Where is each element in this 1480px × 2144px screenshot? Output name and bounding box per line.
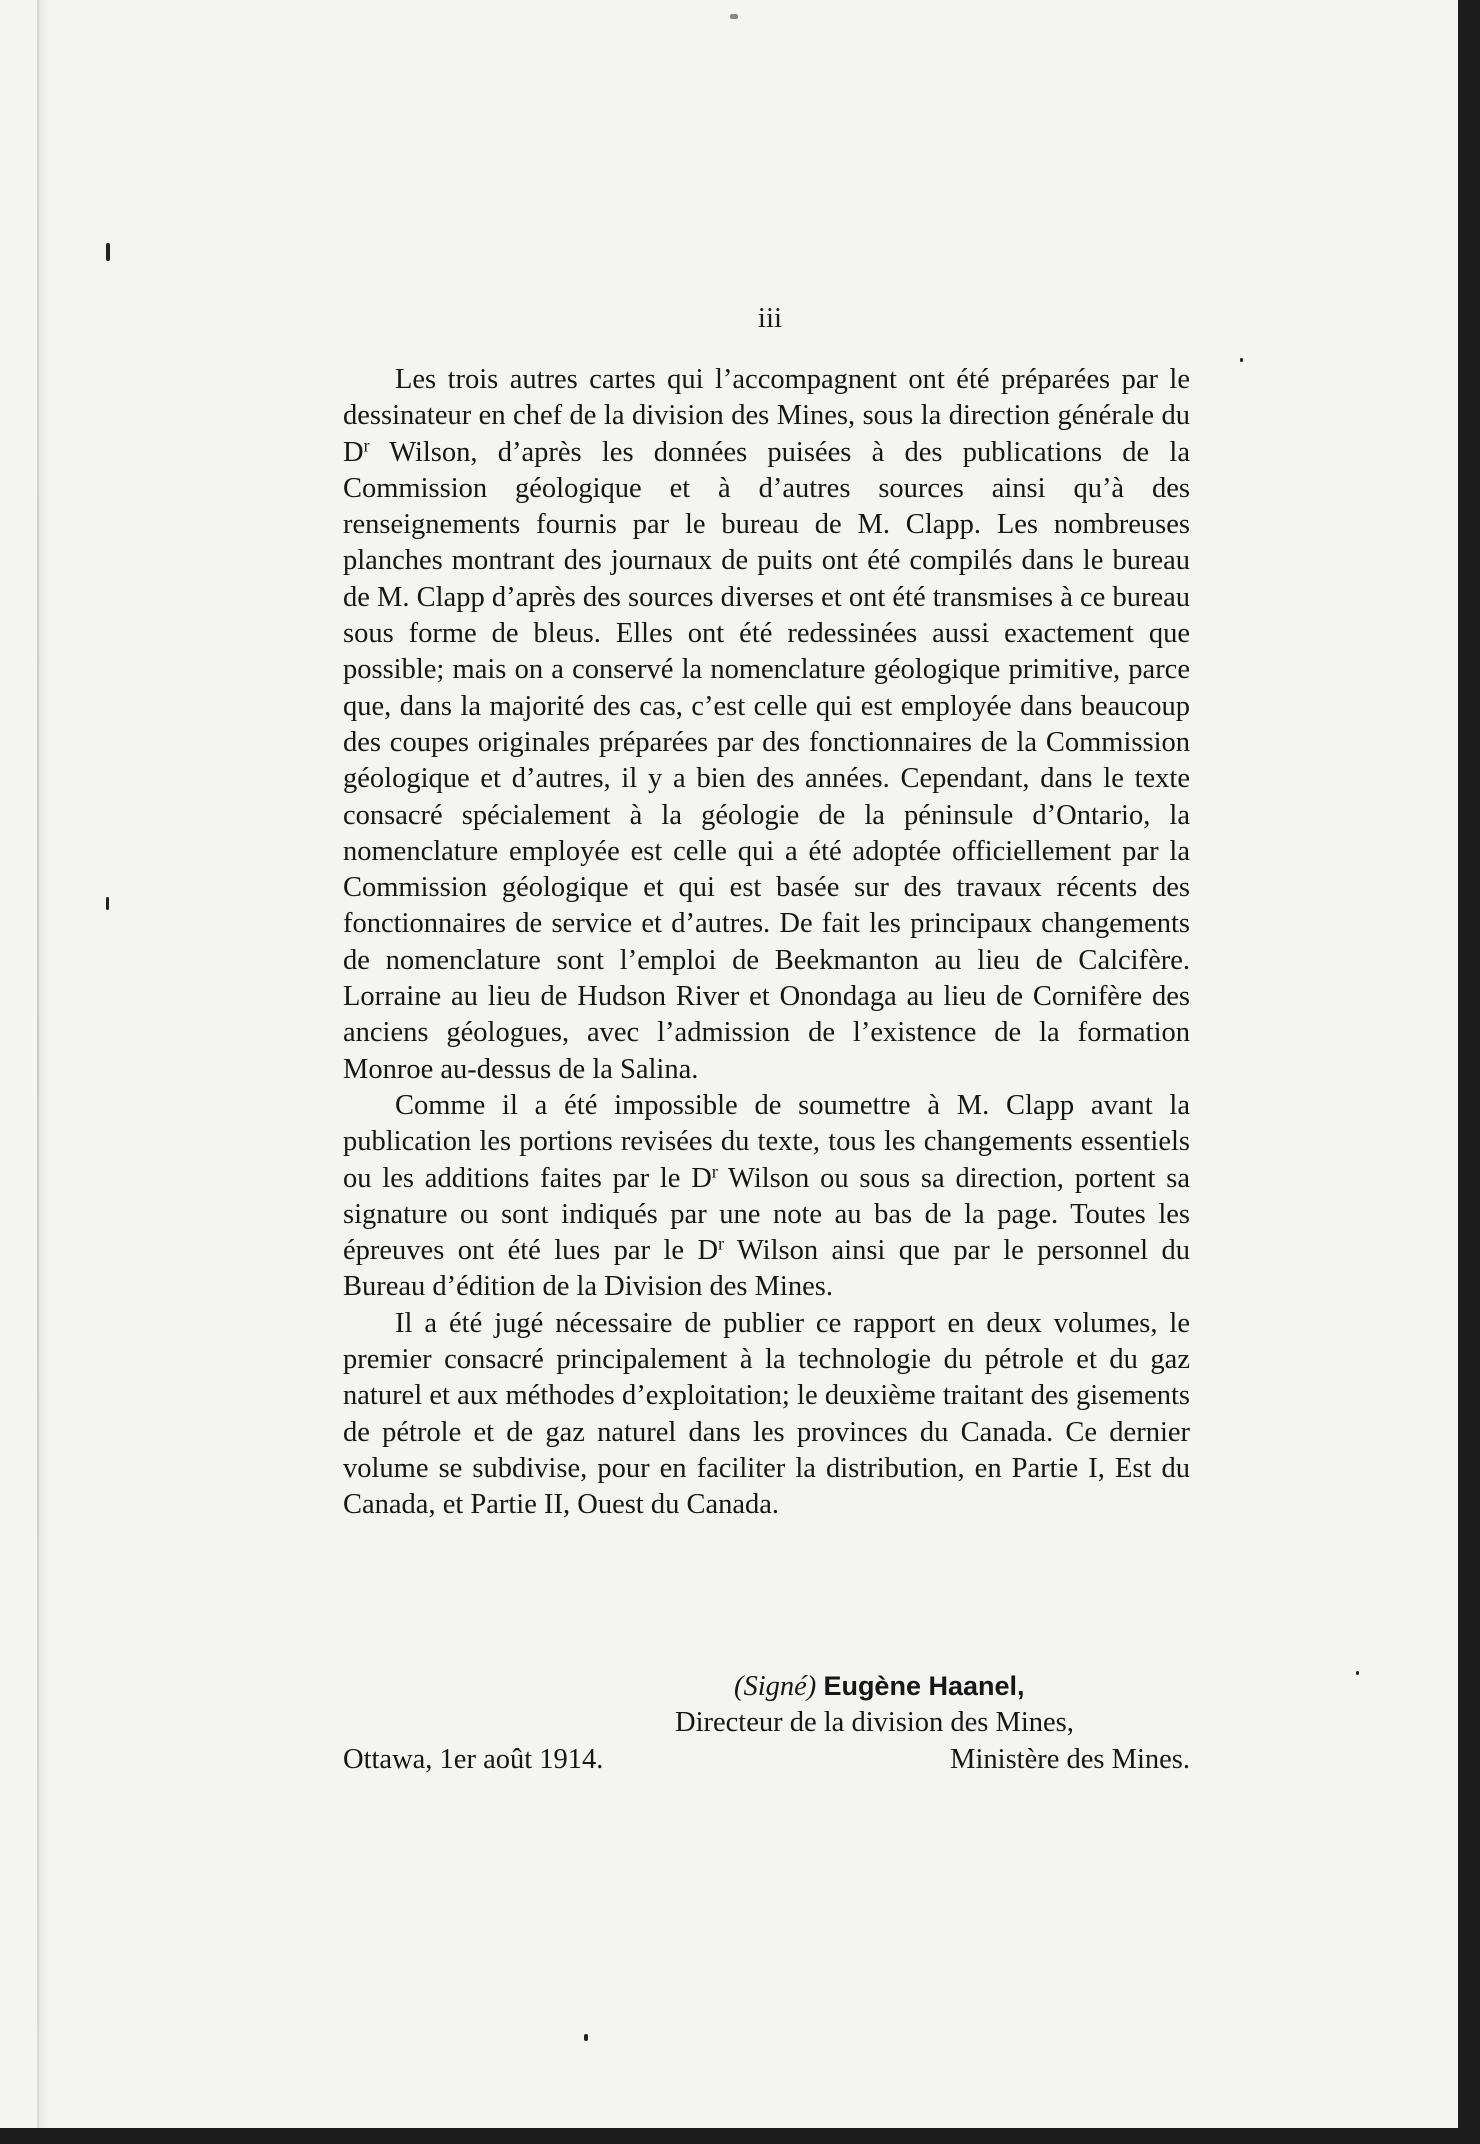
scan-speck — [584, 2034, 588, 2041]
place-date: Ottawa, 1er août 1914. — [343, 1743, 604, 1775]
scan-speck — [106, 243, 110, 261]
signer-name: Eugène Haanel, — [823, 1671, 1025, 1701]
signature-footer — [343, 1742, 1190, 1778]
paragraph-text: Les trois autres cartes qui l’accompagnent ont été préparées par le dessinateur en chef de la division des Mines, sous la direction générale du D — [343, 364, 1190, 468]
ministry-name: Ministère des Mines. — [950, 1743, 1190, 1775]
page-fold-shadow — [39, 0, 49, 2128]
paragraph-text: Comme il a été impossible de soumettre à M. Clapp avant la publication les portions revisées du texte, tous les changements essentiels ou les additions faites par le D — [343, 1089, 1190, 1194]
scan-speck — [1356, 1671, 1359, 1675]
paragraph-text: Wilson, d’après les données puisées à des publications de la Commission géologique et à d’autres sources ainsi qu’à des renseignements fournis par le bureau de M. Clapp. Les nombreuses planches montrant des journaux de puits ont été compilés dans le bureau de M. Clapp d’après des sources diverses et ont été transmises à ce bureau sous forme de bleus. Elles ont été redessinées aussi exactement que possible; mais on a conservé la nomenclature géologique primitive, parce que, dans la majorité des cas, c’est celle qui est employée dans beaucoup des coupes originales préparées par des fonctionnaires de la Commission géologique et d’autres, il y a bien des années. Cependant, dans le texte consacré spécialement à la géologie de la péninsule d’Ontario, la nomenclature employée est celle qui a été adoptée officiellement par la Commission géologique et qui est basée sur des travaux récents des fonctionnaires de service et d’autres. De fait les principaux changements de nomenclature sont l’emploi de Beekmanton au lieu de Calcifère. Lorraine au lieu de Hudson River et Onondaga au lieu de Cornifère des anciens géologues, avec l’admission de l’existence de la formation Monroe au-dessus de la Salina. — [343, 436, 1190, 1085]
signer-title: Directeur de la division des Mines, — [675, 1707, 1074, 1739]
paragraph-text: Il a été jugé nécessaire de publier ce rapport en deux volumes, le premier consacré principalement à la technologie du pétrole et du gaz naturel et aux méthodes d’exploitation; le deuxième traitant des gisements de pétrole et de gaz naturel dans les provinces du Canada. Ce dernier volume se subdivise, pour en faciliter la distribution, en Partie I, Est du Canada, et Partie II, Ouest du Canada. — [343, 1307, 1190, 1521]
signed-label: (Signé) — [734, 1671, 817, 1702]
signature-line — [343, 1668, 1190, 1705]
paragraph-text: Wilson ainsi que par le personnel du Bureau d’édition de la Division des Mines. — [343, 1235, 1190, 1303]
superscript-abbreviation: r — [711, 1160, 718, 1181]
paragraph-text: Wilson ou sous sa direction, portent sa signature ou sont indiqués par une note au bas de la page. Toutes les épreuves ont été lues par le D — [343, 1162, 1190, 1267]
page-number: iii — [757, 302, 783, 334]
scan-speck — [730, 14, 738, 19]
superscript-abbreviation: r — [718, 1233, 724, 1254]
scan-speck — [1240, 358, 1243, 362]
paragraph — [343, 1088, 1190, 1306]
superscript-abbreviation: r — [363, 434, 370, 455]
paragraph — [343, 362, 1190, 1088]
signature-block — [343, 1668, 1190, 1778]
paragraph — [343, 1306, 1190, 1524]
body-text — [343, 362, 1190, 1524]
scan-speck — [106, 897, 109, 910]
